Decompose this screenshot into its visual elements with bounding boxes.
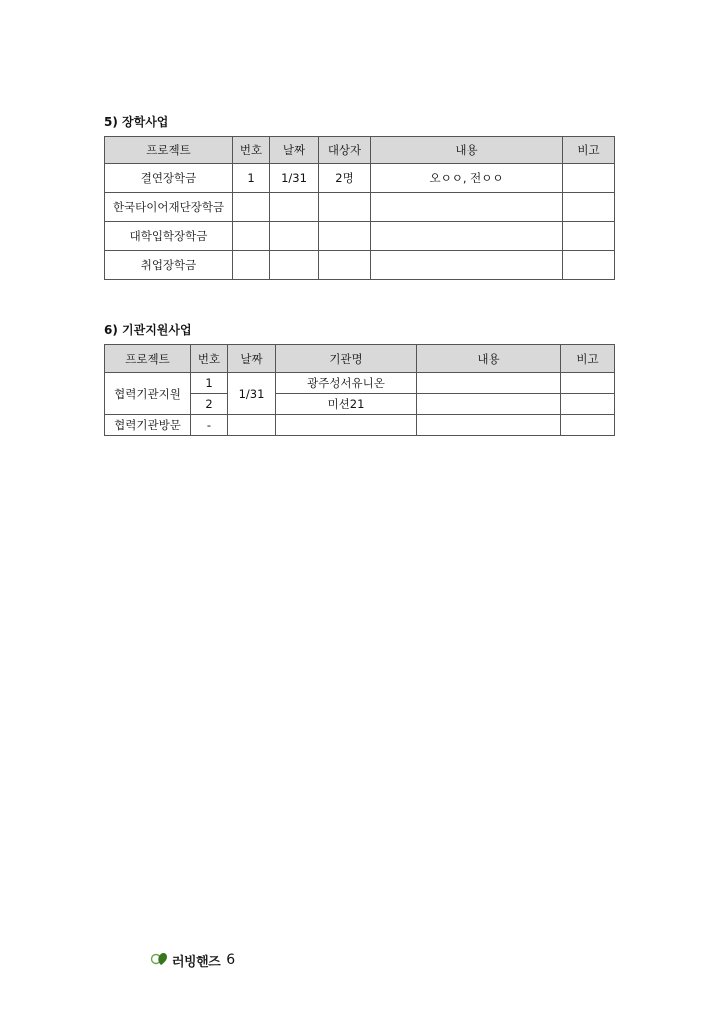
cell-content: [371, 251, 563, 280]
cell-project: 협력기관지원: [105, 373, 191, 415]
header-note: 비고: [563, 137, 615, 164]
cell-note: [561, 415, 615, 436]
cell-note: [563, 164, 615, 193]
cell-content: [371, 222, 563, 251]
cell-date: [270, 222, 319, 251]
cell-note: [561, 373, 615, 394]
cell-number: 1: [191, 373, 228, 394]
table-row: [105, 193, 615, 222]
cell-org: [276, 415, 417, 436]
cell-note: [561, 394, 615, 415]
cell-number: [233, 193, 270, 222]
header-number: 번호: [233, 137, 270, 164]
cell-target: [319, 222, 371, 251]
header-target: 대상자: [319, 137, 371, 164]
cell-target: 2명: [319, 164, 371, 193]
section-6-title: 6) 기관지원사업: [104, 323, 192, 337]
section-5-title: 5) 장학사업: [104, 115, 169, 129]
cell-number: 2: [191, 394, 228, 415]
cell-note: [563, 222, 615, 251]
header-number: 번호: [191, 345, 228, 373]
cell-project: 협력기관방문: [105, 415, 191, 436]
cell-project: 대학입학장학금: [105, 222, 233, 251]
cell-project: 결연장학금: [105, 164, 233, 193]
page-footer: [150, 948, 235, 972]
cell-project: 취업장학금: [105, 251, 233, 280]
table-row: [105, 222, 615, 251]
header-org: 기관명: [276, 345, 417, 373]
cell-date: 1/31: [270, 164, 319, 193]
hands-logo-icon: [150, 948, 170, 972]
cell-org: 광주성서유니온: [276, 373, 417, 394]
header-content: 내용: [371, 137, 563, 164]
cell-note: [563, 251, 615, 280]
cell-content: [417, 415, 561, 436]
table-header-row: [105, 137, 615, 164]
header-project: 프로젝트: [105, 137, 233, 164]
cell-content: [417, 394, 561, 415]
cell-date: [270, 193, 319, 222]
table-row: [105, 164, 615, 193]
cell-note: [563, 193, 615, 222]
agency-support-table: [104, 344, 615, 436]
cell-number: 1: [233, 164, 270, 193]
cell-number: [233, 251, 270, 280]
cell-number: [233, 222, 270, 251]
cell-date: 1/31: [228, 373, 276, 415]
cell-content: [371, 193, 563, 222]
cell-date: [270, 251, 319, 280]
cell-target: [319, 193, 371, 222]
cell-content: 오ㅇㅇ, 전ㅇㅇ: [371, 164, 563, 193]
table-row: [105, 373, 615, 394]
header-date: 날짜: [228, 345, 276, 373]
page-number: 6: [226, 952, 236, 968]
cell-date: [228, 415, 276, 436]
cell-org: 미션21: [276, 394, 417, 415]
cell-project: 한국타이어재단장학금: [105, 193, 233, 222]
table-header-row: [105, 345, 615, 373]
header-project: 프로젝트: [105, 345, 191, 373]
cell-target: [319, 251, 371, 280]
brand-name: 러빙핸즈: [172, 954, 221, 970]
header-date: 날짜: [270, 137, 319, 164]
header-content: 내용: [417, 345, 561, 373]
table-row: [105, 251, 615, 280]
table-row: [105, 415, 615, 436]
header-note: 비고: [561, 345, 615, 373]
cell-number: -: [191, 415, 228, 436]
cell-content: [417, 373, 561, 394]
scholarship-table: [104, 136, 615, 280]
